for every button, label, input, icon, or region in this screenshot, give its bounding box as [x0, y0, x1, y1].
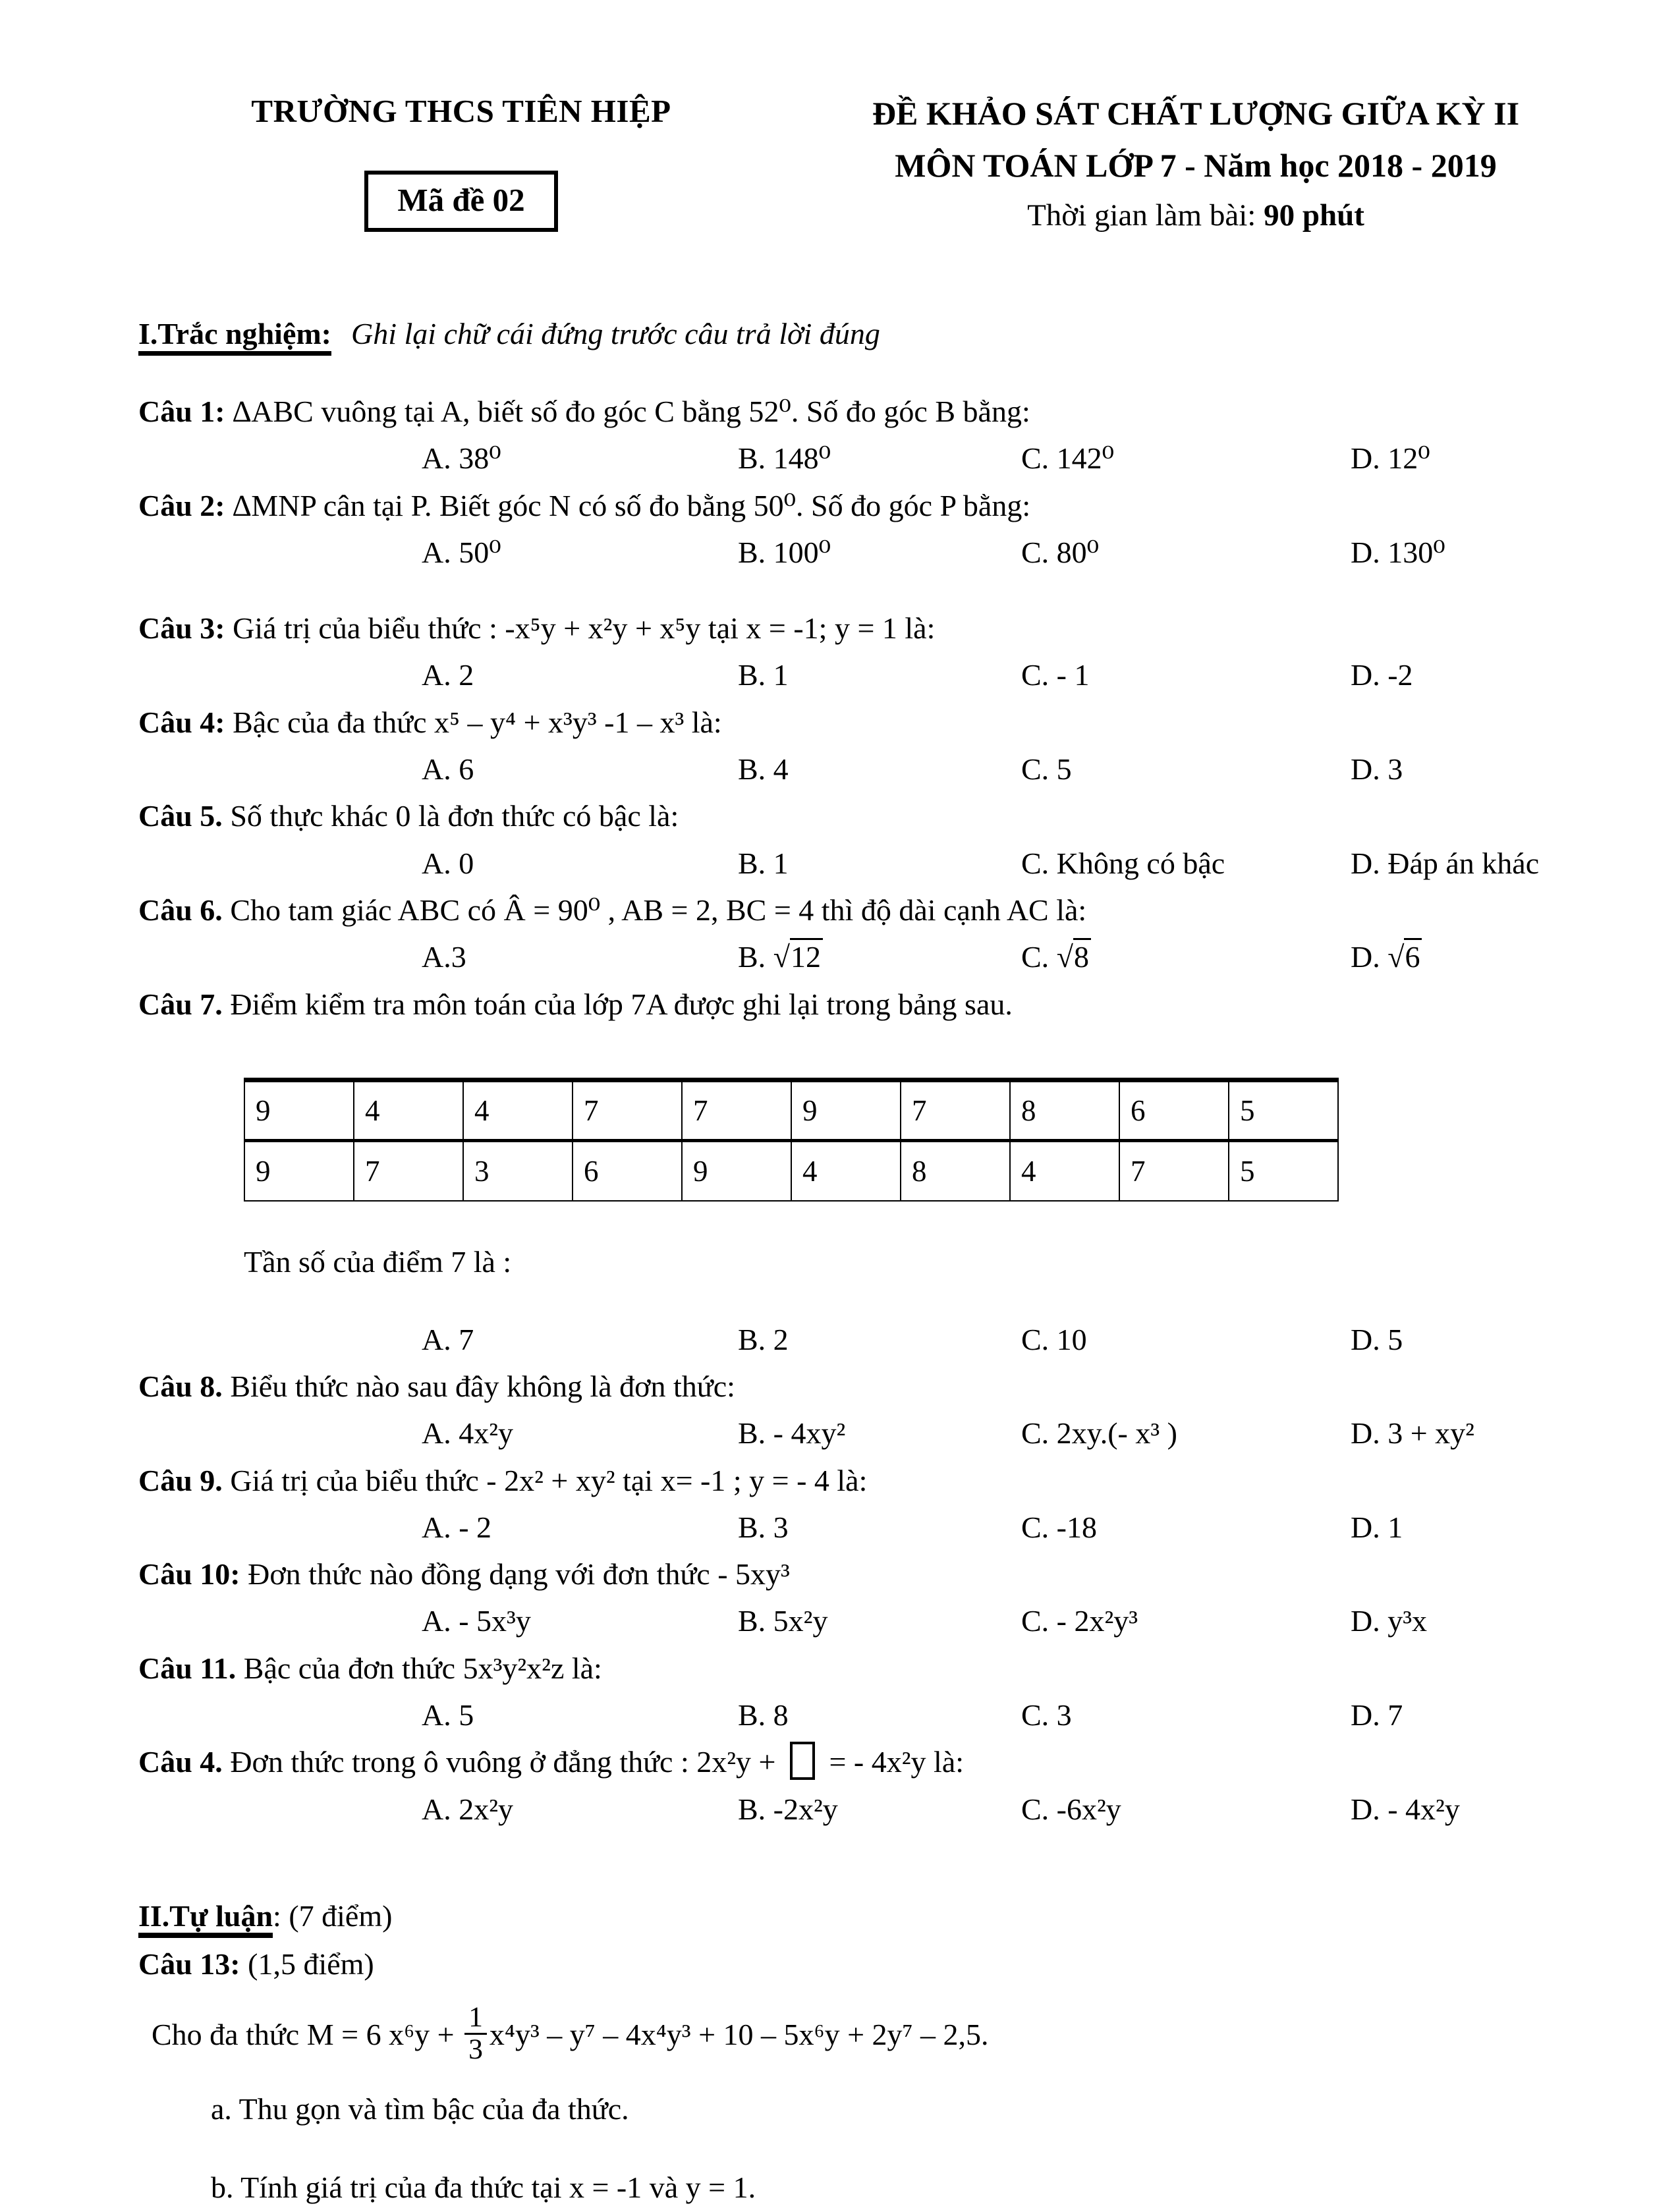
question-2-options: [422, 529, 1608, 576]
option-b: B. 4: [738, 752, 789, 787]
sqrt-expression: [773, 938, 823, 974]
fraction-numerator: 1: [464, 2003, 487, 2035]
exam-title-line2: MÔN TOÁN LỚP 7 - Năm học 2018 - 2019: [895, 147, 1497, 184]
option-d: D. -2: [1351, 658, 1413, 692]
option-a: A. 7: [422, 1322, 474, 1356]
question-8-options: [422, 1410, 1608, 1456]
score-cell: 7: [901, 1080, 1010, 1140]
exam-code-box-wrap: [138, 130, 784, 232]
question-11-label: Câu 11.: [138, 1651, 237, 1685]
score-cell: 8: [901, 1140, 1010, 1201]
exam-code-box: [364, 171, 557, 232]
option-d: D. 1: [1351, 1510, 1403, 1544]
option-c: C. -18: [1021, 1510, 1097, 1544]
question-11-text: Bậc của đơn thức 5x³y²x²z là:: [236, 1651, 602, 1685]
section1-instruction: Ghi lại chữ cái đứng trước câu trả lời đúng: [351, 317, 880, 350]
option-a: A.3: [422, 940, 466, 974]
score-cell: 7: [682, 1080, 791, 1140]
score-cell: 4: [791, 1140, 901, 1201]
option-b: B. 1: [738, 846, 789, 880]
option-d: D. 3 + xy²: [1351, 1416, 1474, 1451]
score-cell: 7: [1119, 1140, 1229, 1201]
section1-heading-row: [138, 311, 1608, 356]
option-b: [738, 933, 1021, 980]
question-5: [138, 792, 1608, 887]
option-b: B. 3: [738, 1510, 789, 1544]
option-d: D. 7: [1351, 1698, 1403, 1732]
time-label: Thời gian làm bài:: [1027, 198, 1264, 233]
option-c-letter: C.: [1021, 940, 1057, 974]
option-c: [1021, 933, 1351, 980]
question-10-options: [422, 1597, 1608, 1644]
question-4-text: Bậc của đa thức x⁵ – y⁴ + x³y³ -1 – x³ là:: [225, 705, 722, 739]
score-cell: 5: [1229, 1140, 1338, 1201]
option-d: D. 3: [1351, 752, 1403, 787]
score-cell: 9: [682, 1140, 791, 1201]
question-7-label: Câu 7.: [138, 987, 223, 1021]
section2-title: II.Tự luận: [138, 1899, 273, 1938]
question-13-item-a: a. Thu gọn và tìm bậc của đa thức.: [211, 2091, 629, 2126]
question-4-options: [422, 746, 1608, 792]
fraction-denominator: 3: [468, 2033, 483, 2065]
option-b-letter: B.: [738, 940, 773, 974]
question-12-text-pre: Đơn thức trong ô vuông ở đẳng thức : 2x²y +: [222, 1745, 783, 1779]
option-c: C. 142⁰: [1021, 441, 1115, 476]
option-a: A. 38⁰: [422, 441, 501, 476]
question-13-item-b: b. Tính giá trị của đa thức tại x = -1 và y = 1.: [211, 2171, 756, 2205]
question-6: [138, 887, 1608, 981]
score-cell: 7: [573, 1080, 682, 1140]
option-b: B. 1: [738, 658, 789, 692]
option-c: C. - 1: [1021, 658, 1090, 692]
question-10-label: Câu 10:: [138, 1557, 240, 1591]
score-cell: 9: [244, 1140, 354, 1201]
sqrt-expression: [1387, 938, 1422, 974]
question-9-text: Giá trị của biểu thức - 2x² + xy² tại x= -1 ; y = - 4 là:: [222, 1463, 868, 1497]
option-c: C. Không có bậc: [1021, 846, 1225, 880]
question-12-text-post: = - 4x²y là:: [821, 1745, 965, 1779]
header-right: [784, 92, 1608, 233]
option-d: D. Đáp án khác: [1351, 846, 1540, 880]
question-1: [138, 388, 1608, 482]
option-b: B. -2x²y: [738, 1792, 838, 1826]
option-a: A. - 2: [422, 1510, 492, 1544]
question-1-label: Câu 1:: [138, 395, 225, 428]
score-table-row-1: [244, 1080, 1338, 1140]
question-6-text: Cho tam giác ABC có Â = 90⁰ , AB = 2, BC = 4 thì độ dài cạnh AC là:: [222, 893, 1087, 927]
option-b: B. 8: [738, 1698, 789, 1732]
option-c: C. -6x²y: [1021, 1792, 1121, 1826]
option-d: D. y³x: [1351, 1604, 1428, 1638]
question-2-label: Câu 2:: [138, 488, 225, 522]
option-a: A. 0: [422, 846, 474, 880]
score-cell: 4: [463, 1080, 573, 1140]
radicand: 12: [790, 938, 823, 974]
option-b: B. 100⁰: [738, 535, 831, 569]
option-d: [1351, 933, 1608, 980]
exam-time: [784, 198, 1608, 233]
option-a: A. 2: [422, 658, 474, 692]
question-7: [138, 981, 1608, 1363]
sqrt-icon: √: [1056, 940, 1073, 974]
question-5-text: Số thực khác 0 là đơn thức có bậc là:: [222, 799, 679, 833]
option-b: B. 148⁰: [738, 441, 831, 476]
question-4-label: Câu 4:: [138, 705, 225, 739]
question-8: [138, 1363, 1608, 1457]
score-table-wrap: [244, 1078, 1608, 1202]
option-b: B. 5x²y: [738, 1604, 828, 1638]
empty-box-placeholder: [790, 1742, 815, 1780]
question-11-options: [422, 1692, 1608, 1738]
question-1-text: ∆ABC vuông tại A, biết số đo góc C bằng 52⁰. Số đo góc B bằng:: [225, 395, 1030, 428]
score-table: [244, 1078, 1339, 1202]
score-cell: 7: [354, 1140, 463, 1201]
question-10: [138, 1551, 1608, 1645]
exam-code-label: Mã đề 02: [397, 182, 525, 218]
option-a: A. 5: [422, 1698, 474, 1732]
option-d: D. 130⁰: [1351, 535, 1445, 569]
question-9-options: [422, 1504, 1608, 1551]
question-3-text: Giá trị của biểu thức : -x⁵y + x²y + x⁵y tại x = -1; y = 1 là:: [225, 611, 936, 646]
question-8-label: Câu 8.: [138, 1369, 223, 1403]
sqrt-expression: [1057, 938, 1091, 974]
polynomial-prefix: Cho đa thức M = 6 x⁶y +: [152, 2017, 462, 2051]
question-9-label: Câu 9.: [138, 1463, 223, 1497]
option-c: C. - 2x²y³: [1021, 1604, 1138, 1638]
question-11: [138, 1645, 1608, 1739]
question-7-options: [422, 1316, 1608, 1363]
school-name: TRƯỜNG THCS TIÊN HIỆP: [251, 93, 671, 129]
option-a: A. - 5x³y: [422, 1604, 531, 1638]
option-d: D. 5: [1351, 1322, 1403, 1356]
score-cell: 6: [573, 1140, 682, 1201]
question-2-text: ∆MNP cân tại P. Biết góc N có số đo bằng 50⁰. Số đo góc P bằng:: [225, 488, 1031, 522]
exam-title-line1: ĐỀ KHẢO SÁT CHẤT LƯỢNG GIỮA KỲ II: [872, 95, 1520, 132]
question-12-options: [422, 1786, 1608, 1833]
score-cell: 9: [791, 1080, 901, 1140]
question-3: [138, 605, 1608, 699]
option-c: C. 10: [1021, 1322, 1087, 1356]
option-a: A. 50⁰: [422, 535, 501, 569]
score-cell: 5: [1229, 1080, 1338, 1140]
question-5-options: [422, 840, 1608, 887]
question-7-text: Điểm kiểm tra môn toán của lớp 7A được ghi lại trong bảng sau.: [222, 987, 1013, 1021]
question-2: [138, 482, 1608, 576]
option-c: C. 2xy.(- x³ ): [1021, 1416, 1177, 1451]
score-cell: 4: [1010, 1140, 1119, 1201]
radicand: 8: [1073, 938, 1091, 974]
option-b: B. 2: [738, 1322, 789, 1356]
option-d: D. 12⁰: [1351, 441, 1430, 476]
question-13-heading: [138, 1941, 1608, 1987]
question-13-points: (1,5 điểm): [240, 1947, 374, 1981]
section1-title: I.Trắc nghiệm:: [138, 317, 331, 356]
option-c: C. 80⁰: [1021, 535, 1100, 569]
section2-heading-row: [138, 1893, 1608, 1939]
score-cell: 4: [354, 1080, 463, 1140]
option-d-letter: D.: [1351, 940, 1388, 974]
sqrt-icon: √: [773, 940, 790, 974]
question-1-options: [422, 435, 1608, 482]
question-3-label: Câu 3:: [138, 611, 225, 646]
question-4: [138, 699, 1608, 793]
score-cell: 3: [463, 1140, 573, 1201]
polynomial-suffix: x⁴y³ – y⁷ – 4x⁴y³ + 10 – 5x⁶y + 2y⁷ – 2,5.: [489, 2017, 989, 2051]
question-8-text: Biểu thức nào sau đây không là đơn thức:: [222, 1369, 735, 1403]
option-a: A. 2x²y: [422, 1792, 514, 1826]
question-7-subtext: Tần số của điểm 7 là :: [244, 1245, 512, 1279]
sqrt-icon: √: [1387, 940, 1405, 974]
question-10-text: Đơn thức nào đồng dạng với đơn thức - 5xy³: [240, 1557, 790, 1591]
exam-header: [138, 92, 1608, 233]
question-13-label: Câu 13:: [138, 1947, 240, 1981]
option-b: B. - 4xy²: [738, 1416, 846, 1451]
header-left: [138, 92, 784, 232]
score-cell: 6: [1119, 1080, 1229, 1140]
question-6-label: Câu 6.: [138, 893, 223, 927]
score-cell: 9: [244, 1080, 354, 1140]
question-5-label: Câu 5.: [138, 799, 223, 833]
score-cell: 8: [1010, 1080, 1119, 1140]
question-12: [138, 1738, 1608, 1833]
option-c: C. 3: [1021, 1698, 1072, 1732]
question-13-polynomial: [152, 2003, 1608, 2065]
option-a: A. 4x²y: [422, 1416, 514, 1451]
score-table-row-2: [244, 1140, 1338, 1201]
radicand: 6: [1404, 938, 1422, 974]
question-6-options: [422, 933, 1608, 980]
question-12-label: Câu 4.: [138, 1745, 223, 1779]
option-c: C. 5: [1021, 752, 1072, 787]
time-value: 90 phút: [1264, 198, 1364, 233]
question-3-options: [422, 651, 1608, 698]
option-d: D. - 4x²y: [1351, 1792, 1460, 1826]
option-a: A. 6: [422, 752, 474, 787]
question-9: [138, 1457, 1608, 1551]
fraction-one-third: [464, 2003, 487, 2065]
section2-points: : (7 điểm): [273, 1898, 393, 1933]
